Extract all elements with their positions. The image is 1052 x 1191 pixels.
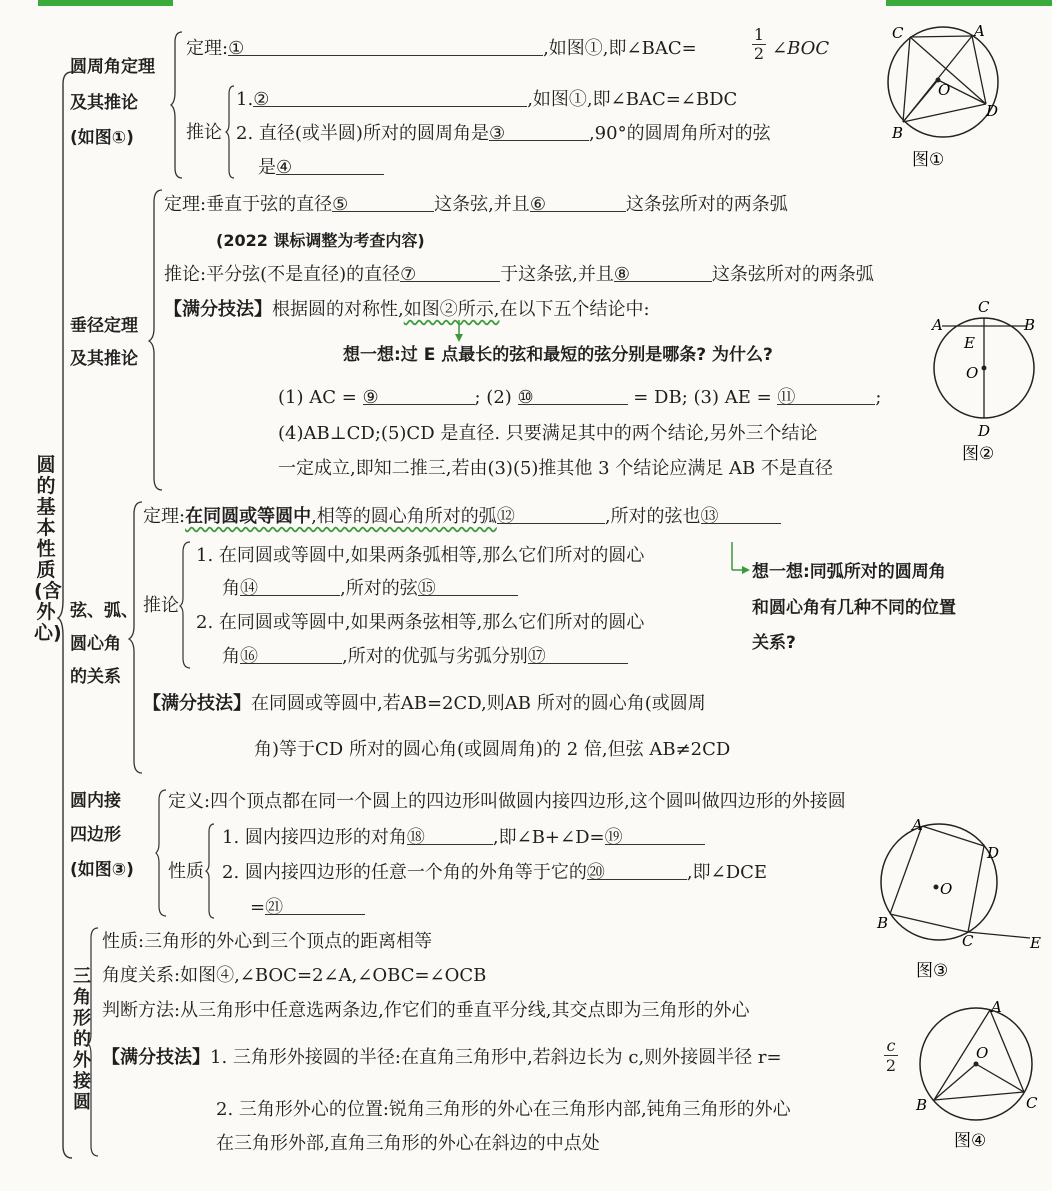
- s1-theorem-line: 定理:① ,如图①,即∠BAC=: [186, 38, 697, 59]
- blank-2[interactable]: ②: [253, 88, 527, 107]
- blank-10[interactable]: ⑩: [518, 386, 628, 405]
- s5-angle: 角度关系:如图④,∠BOC=2∠A,∠OBC=∠OCB: [102, 965, 487, 986]
- fig2-label-b: B: [1024, 316, 1036, 334]
- s1-title-3: (如图①): [70, 128, 134, 148]
- blank-6[interactable]: ⑥: [530, 193, 626, 212]
- s3-brace: [130, 500, 144, 775]
- s1-title-2: 及其推论: [70, 93, 138, 113]
- s4-property-2: 2. 圆内接四边形的任意一个角的外角等于它的⑳ ,即∠DCE: [222, 862, 768, 883]
- s4-title-1: 圆内接: [70, 791, 121, 811]
- fig1-label-b: B: [892, 124, 904, 142]
- s1-corollary-brace: [226, 84, 236, 180]
- s4-property-brace: [206, 822, 216, 920]
- s3-think-1: 想一想:同弧所对的圆周角: [752, 562, 946, 582]
- s3-think-arrow: [728, 542, 752, 576]
- fig1-caption: 图①: [912, 150, 945, 170]
- fig2-label-d: D: [978, 422, 991, 440]
- root-title: 圆的基本性质(含外心): [34, 454, 62, 644]
- s3-tip-2: 角)等于CD 所对的圆心角(或圆周角)的 2 倍,但弦 AB≠2CD: [254, 739, 731, 760]
- fig3-label-d: D: [987, 844, 1000, 862]
- blank-11[interactable]: ⑪: [777, 386, 875, 405]
- s2-title-2: 及其推论: [70, 349, 138, 369]
- s4-definition: 定义:四个顶点都在同一个圆上的四边形叫做圆内接四边形,这个圆叫做四边形的外接圆: [168, 791, 846, 812]
- fig3-label-o: O: [940, 880, 953, 898]
- s4-property-label: 性质: [168, 861, 204, 882]
- fig2-caption: 图②: [962, 444, 995, 464]
- s3-title-1: 弦、弧、: [70, 601, 138, 621]
- header-accent-left: [38, 0, 173, 6]
- fig4-label-o: O: [976, 1044, 989, 1062]
- s3-corollary-2a: 2. 在同圆或等圆中,如果两条弦相等,那么它们所对的圆心: [196, 612, 645, 633]
- s1-theorem-tail: ∠BOC: [772, 38, 830, 59]
- s4-brace: [156, 788, 168, 918]
- s3-theorem: 定理:在同圆或等圆中,相等的圆心角所对的弧⑫ ,所对的弦也⑬: [143, 505, 781, 529]
- s4-property-1: 1. 圆内接四边形的对角⑱ ,即∠B+∠D=⑲: [222, 826, 705, 850]
- s3-corollary-1b: 角⑭ ,所对的弦⑮: [222, 577, 518, 601]
- blank-12[interactable]: ⑫: [497, 505, 605, 524]
- s5-tip-2b: 在三角形外部,直角三角形的外心在斜边的中点处: [216, 1133, 600, 1154]
- blank-3[interactable]: ③: [489, 122, 589, 141]
- s2-conclusions-2: (4)AB⊥CD;(5)CD 是直径. 只要满足其中的两个结论,另外三个结论: [278, 423, 818, 444]
- s3-think-3: 关系?: [752, 633, 796, 653]
- s2-tip: 【满分技法】根据圆的对称性,如图②所示,在以下五个结论中:: [164, 299, 650, 320]
- figure-3: [874, 816, 1046, 982]
- fig3-label-b: B: [877, 914, 889, 932]
- s5-tip-2a: 2. 三角形外心的位置:锐角三角形的外心在三角形内部,钝角三角形的外心: [216, 1099, 791, 1120]
- s3-title-3: 的关系: [70, 667, 121, 687]
- s5-tip-1: 【满分技法】1. 三角形外接圆的半径:在直角三角形中,若斜边长为 c,则外接圆半径 r=: [102, 1047, 782, 1068]
- fig4-caption: 图④: [954, 1131, 987, 1151]
- s3-think-2: 和圆心角有几种不同的位置: [752, 598, 956, 618]
- s3-tip-1: 【满分技法】在同圆或等圆中,若AB=2CD,则AB 所对的圆心角(或圆周: [143, 693, 706, 714]
- s2-note: (2022 课标调整为考查内容): [216, 231, 425, 250]
- blank-17[interactable]: ⑰: [528, 645, 628, 664]
- blank-1[interactable]: ①: [228, 37, 543, 56]
- s1-corollary-2: 2. 直径(或半圆)所对的圆周角是③ ,90°的圆周角所对的弦: [236, 123, 771, 144]
- s3-title-2: 圆心角: [70, 634, 121, 654]
- s4-property-2b: =㉑: [250, 896, 365, 920]
- s1-corollary-label: 推论: [186, 122, 222, 143]
- fig1-label-o: O: [938, 81, 951, 99]
- blank-4[interactable]: ④: [276, 156, 384, 175]
- s5-fraction: c 2: [885, 1036, 897, 1075]
- fig2-label-e: E: [964, 334, 975, 352]
- blank-13[interactable]: ⑬: [701, 505, 781, 524]
- blank-20[interactable]: ⑳: [587, 861, 687, 880]
- blank-21[interactable]: ㉑: [265, 896, 365, 915]
- blank-9[interactable]: ⑨: [363, 386, 475, 405]
- s2-theorem: 定理:垂直于弦的直径⑤ 这条弦,并且⑥ 这条弦所对的两条弧: [164, 194, 788, 215]
- s1-corollary-1: 1.② ,如图①,即∠BAC=∠BDC: [236, 89, 738, 110]
- blank-16[interactable]: ⑯: [240, 645, 342, 664]
- s1-title-1: 圆周角定理: [70, 57, 155, 77]
- s3-corollary-1a: 1. 在同圆或等圆中,如果两条弧相等,那么它们所对的圆心: [196, 545, 645, 566]
- blank-5[interactable]: ⑤: [332, 193, 434, 212]
- blank-15[interactable]: ⑮: [418, 577, 518, 596]
- s2-corollary: 推论:平分弦(不是直径)的直径⑦ 于这条弦,并且⑧ 这条弦所对的两条弧: [164, 264, 874, 285]
- header-accent-right: [886, 0, 1052, 6]
- blank-7[interactable]: ⑦: [400, 263, 500, 282]
- s2-conclusions-3: 一定成立,即知二推三,若由(3)(5)推其他 3 个结论应满足 AB 不是直径: [278, 458, 834, 479]
- fig4-label-c: C: [1026, 1094, 1038, 1112]
- blank-14[interactable]: ⑭: [240, 577, 340, 596]
- figure-4: [910, 996, 1044, 1156]
- fig2-label-a: A: [932, 316, 943, 334]
- s1-fraction: 1 2: [753, 25, 765, 63]
- s2-conclusions-1: (1) AC = ⑨ ; (2) ⑩ = DB; (3) AE = ⑪ ;: [278, 387, 882, 408]
- figure-2: [928, 296, 1052, 466]
- s5-brace: [88, 926, 100, 1158]
- s3-corollary-label: 推论: [143, 595, 179, 616]
- s1-corollary-2b: 是④: [258, 156, 384, 180]
- s3-corollary-brace: [180, 540, 192, 670]
- s2-brace: [150, 188, 164, 492]
- fig3-label-e: E: [1030, 934, 1041, 952]
- fig3-label-a: A: [912, 816, 923, 834]
- s5-method: 判断方法:从三角形中任意选两条边,作它们的垂直平分线,其交点即为三角形的外心: [102, 1000, 750, 1021]
- fig3-label-c: C: [962, 932, 974, 950]
- s5-title: 三角形的外接圆: [73, 966, 91, 1113]
- fig1-label-a: A: [974, 22, 985, 40]
- blank-19[interactable]: ⑲: [605, 826, 705, 845]
- s2-think: 想一想:过 E 点最长的弦和最短的弦分别是哪条? 为什么?: [343, 345, 773, 365]
- s5-property: 性质:三角形的外心到三个顶点的距离相等: [102, 931, 433, 952]
- blank-18[interactable]: ⑱: [407, 826, 493, 845]
- fig1-label-d: D: [986, 102, 999, 120]
- figure-1: [880, 20, 1010, 170]
- s2-title-1: 垂径定理: [70, 316, 138, 336]
- fig2-label-o: O: [966, 364, 979, 382]
- s1-brace: [172, 30, 184, 180]
- fig3-caption: 图③: [916, 961, 949, 981]
- fig4-label-b: B: [916, 1096, 928, 1114]
- s4-title-2: 四边形: [70, 825, 121, 845]
- fig2-label-c: C: [978, 298, 990, 316]
- s4-title-3: (如图③): [70, 860, 134, 880]
- s3-corollary-2b: 角⑯ ,所对的优弧与劣弧分别⑰: [222, 645, 628, 669]
- fig1-label-c: C: [892, 24, 904, 42]
- fig4-label-a: A: [991, 998, 1002, 1016]
- blank-8[interactable]: ⑧: [614, 263, 712, 282]
